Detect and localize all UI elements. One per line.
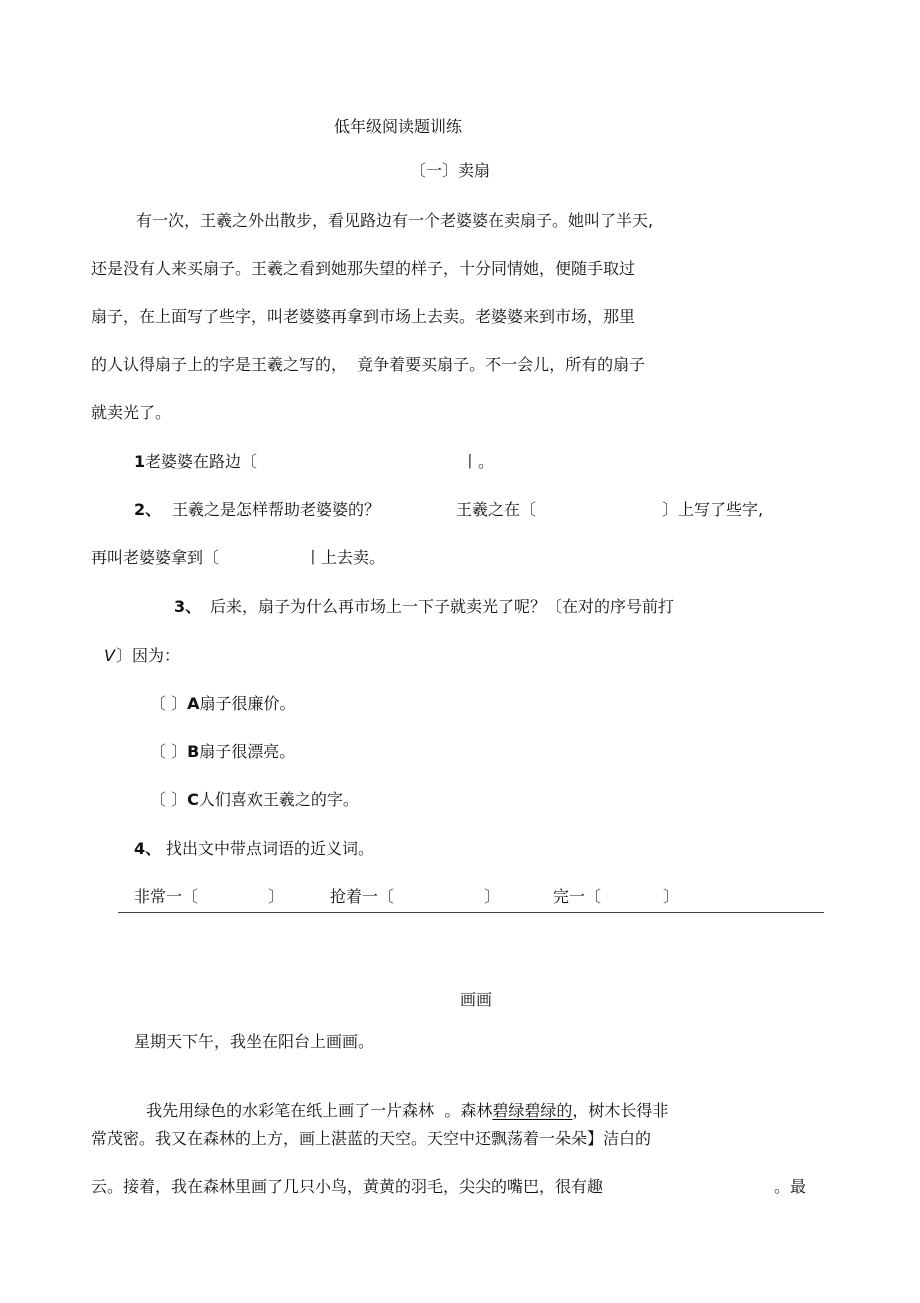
question-2-answer-start: 王羲之在〔 (456, 500, 537, 519)
option-letter: C (187, 790, 199, 809)
synonym-item-label: 抢着一〔 (330, 887, 395, 906)
question-2-number: 2、 (134, 500, 162, 519)
passage-2-text: ，树木长得非 (572, 1101, 669, 1120)
option-a (150, 694, 296, 714)
passage-2-line-end: 。最 (774, 1177, 807, 1196)
story-title: 〔一〕卖扇 (410, 161, 491, 180)
option-b (150, 742, 295, 762)
checkmark-symbol: V (104, 646, 115, 665)
synonym-item-close: 〕 (663, 887, 680, 906)
passage-line: 扇子，在上面写了些字，叫老婆婆再拿到市场上去卖。老婆婆来到市场，那里 (91, 307, 636, 326)
question-2-line2-start: 再叫老婆婆拿到〔 (91, 548, 220, 567)
option-text: 扇子很漂亮。 (199, 742, 296, 761)
synonym-item-close: 〕 (484, 887, 501, 906)
option-letter: B (187, 742, 200, 761)
option-text: 扇子很廉价。 (199, 694, 296, 713)
option-bracket: 〔 〕 (150, 742, 188, 761)
synonym-item-label: 完一〔 (553, 887, 602, 906)
question-2-line2-end: 丨上去卖。 (305, 548, 386, 567)
synonym-item-label: 非常一〔 (134, 887, 199, 906)
synonym-item-close: 〕 (268, 887, 285, 906)
option-bracket: 〔 〕 (150, 790, 188, 809)
question-2-text: 王羲之是怎样帮助老婆婆的？ (172, 500, 381, 519)
option-text: 人们喜欢王羲之的字。 (198, 790, 359, 809)
option-c (150, 790, 359, 810)
passage-line: 的人认得扇子上的字是王羲之写的， 竟争着要买扇子。不一会儿，所有的扇子 (91, 355, 646, 374)
passage-2-line: 云。接着，我在森林里画了几只小鸟，黄黄的羽毛，尖尖的嘴巴，很有趣 (91, 1177, 604, 1196)
option-bracket: 〔 〕 (150, 694, 188, 713)
passage-line: 有一次，王羲之外出散步，看见路边有一个老婆婆在卖扇子。她叫了半天, (136, 211, 654, 230)
question-4-text: 找出文中带点词语的近义词。 (166, 839, 375, 858)
question-2-answer-mid: 〕上写了些字, (662, 500, 764, 519)
section-divider (118, 912, 824, 913)
page-title: 低年级阅读题训练 (334, 117, 463, 136)
question-1-blank-end: 丨。 (462, 452, 495, 471)
section-2-title: 画画 (460, 990, 493, 1009)
passage-line: 还是没有人来买扇子。王羲之看到她那失望的样子，十分同情她，便随手取过 (91, 259, 636, 278)
passage-2-line (136, 1081, 668, 1121)
question-3-number: 3、 (174, 597, 202, 616)
passage-line: 就卖光了。 (91, 403, 172, 422)
question-1-number: 1 (134, 452, 146, 471)
option-letter: A (187, 694, 200, 713)
question-4-number: 4、 (134, 839, 162, 858)
question-3-line2: 〕因为： (116, 646, 181, 665)
question-1-text: 老婆婆在路边〔 (145, 452, 258, 471)
underlined-phrase: 碧绿碧绿的 (492, 1101, 573, 1120)
passage-2-line: 常茂密。我又在森林的上方，画上湛蓝的天空。天空中还飘荡着一朵朵】洁白的 (91, 1129, 652, 1148)
passage-2-line: 星期天下午，我坐在阳台上画画。 (134, 1032, 375, 1051)
question-3-text: 后来，扇子为什么再市场上一下子就卖光了呢？〔在对的序号前打 (210, 597, 675, 616)
passage-2-text: 我先用绿色的水彩笔在纸上画了一片森林 。森林 (146, 1101, 493, 1120)
